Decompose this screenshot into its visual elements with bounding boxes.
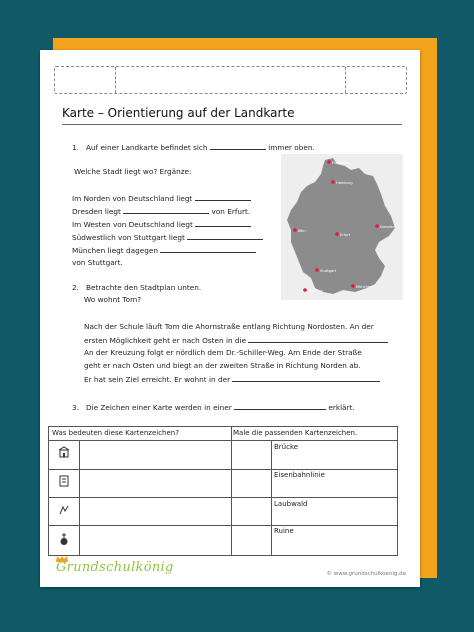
answer-blank[interactable]	[187, 232, 263, 240]
copyright-text: © www.grundschulkoenig.de	[326, 571, 406, 577]
task1-row: Dresden liegt von Erfurt.	[72, 207, 251, 216]
answer-blank[interactable]	[160, 245, 256, 253]
church-icon	[58, 446, 70, 461]
answer-blank[interactable]	[195, 219, 251, 227]
city-label: Flensburg	[332, 161, 350, 165]
task1-line1: 1. Auf einer Landkarte befindet sich immer oben.	[72, 143, 315, 152]
symbols-table	[48, 426, 398, 556]
task2-para-line: Er hat sein Ziel erreicht. Er wohnt in der	[84, 374, 380, 384]
worksheet	[40, 50, 420, 587]
city-label: Erfurt	[340, 233, 351, 237]
city-dot	[293, 228, 297, 232]
task2-para-line: ersten Möglichkeit geht er nach Osten in die	[84, 335, 388, 345]
answer-blank[interactable]	[232, 374, 380, 382]
answer-blank[interactable]	[248, 335, 388, 343]
task1-row: von Stuttgart.	[72, 258, 123, 267]
symbol-label: Ruine	[274, 527, 294, 535]
symbol-label: Eisenbahnlinie	[274, 471, 325, 479]
task3-line: 3. Die Zeichen einer Karte werden in einer erklärt.	[72, 403, 355, 412]
brand-logo: Grundschulkönig	[56, 560, 174, 575]
book-icon	[58, 475, 70, 490]
city-dot	[315, 268, 319, 272]
task2-para-line: An der Kreuzung folgt er nördlich dem Dr.-Schiller-Weg. Am Ende der Straße	[84, 348, 362, 357]
city-label: Dresden	[380, 225, 396, 229]
task1-row: München liegt dagegen	[72, 245, 256, 255]
answer-blank[interactable]	[195, 193, 251, 201]
answer-blank[interactable]	[210, 142, 266, 150]
task2-para-line: Nach der Schule läuft Tom die Ahornstraße entlang Richtung Nordosten. An der	[84, 322, 374, 331]
city-dot	[351, 284, 355, 288]
task2-para-line: geht er nach Osten und biegt an der zweiten Straße in Richtung Norden ab.	[84, 361, 361, 370]
germany-map-graphic	[281, 154, 403, 300]
task1-question: Welche Stadt liegt wo? Ergänze:	[74, 167, 192, 176]
symbol-label: Laubwald	[274, 500, 308, 508]
answer-blank[interactable]	[123, 206, 209, 214]
ruin-icon	[58, 532, 70, 549]
table-header-col1: Was bedeuten diese Kartenzeichen?	[52, 429, 179, 437]
task1-row: Südwestlich von Stuttgart liegt	[72, 232, 263, 242]
name-date-box	[54, 66, 407, 94]
task2-line1: 2. Betrachte den Stadtplan unten.	[72, 283, 202, 292]
city-dot	[375, 224, 379, 228]
symbol-label: Brücke	[274, 443, 299, 451]
page-title: Karte – Orientierung auf der Landkarte	[62, 106, 295, 120]
city-dot	[303, 288, 307, 292]
city-dot	[327, 160, 331, 164]
task1-row: Im Norden von Deutschland liegt	[72, 193, 251, 203]
city-dot	[331, 180, 335, 184]
tree-symbol-icon	[58, 504, 70, 519]
task2-line2: Wo wohnt Tom?	[84, 295, 142, 304]
city-label: Freiburg	[308, 289, 323, 293]
title-rule	[62, 124, 402, 125]
table-header-col2: Male die passenden Kartenzeichen.	[233, 429, 358, 437]
city-label: Köln	[298, 229, 306, 233]
germany-map	[281, 154, 403, 300]
answer-blank[interactable]	[234, 402, 326, 410]
task1-row: Im Westen von Deutschland liegt	[72, 219, 251, 229]
city-label: Hamburg	[336, 181, 353, 185]
city-dot	[335, 232, 339, 236]
city-label: München	[356, 285, 373, 289]
city-label: Stuttgart	[320, 269, 337, 273]
